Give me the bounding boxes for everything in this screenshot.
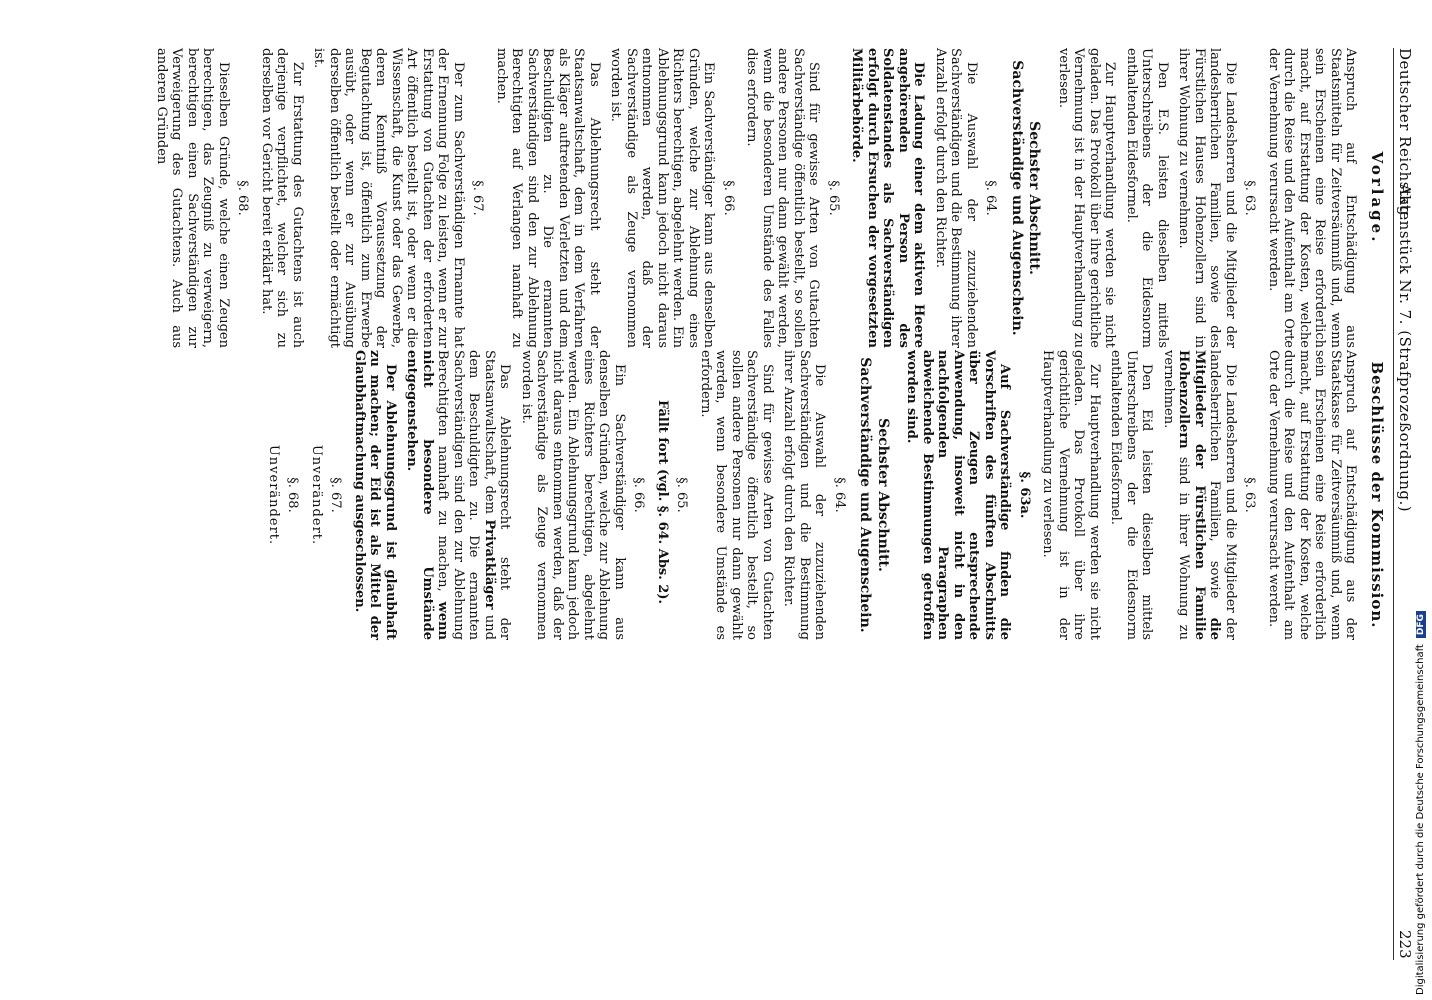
section-number: §. 66. (721, 180, 736, 216)
digitization-note-text: Digitalisierung gefördert durch die Deutsche Forschungsgemeinschaft (1415, 644, 1426, 995)
column-beschluesse (258, 350, 1387, 640)
dfg-logo: DFG (1416, 611, 1426, 638)
paragraph: Den Eid leisten dieselben mittels Unterschreibens der die Eidesnorm enthaltenden Eidesformel. (1108, 350, 1155, 640)
section-number: §. 63. (1242, 477, 1258, 513)
section-number: §. 64. (832, 477, 847, 513)
section-number: §. 65. (826, 180, 841, 216)
paragraph: Sind für gewisse Arten von Gutachten Sachverständige öffentlich bestellt, so sollen andere Personen nur dann gewählt werden, wenn besondere Umstände es erfordern. (698, 350, 775, 640)
section-number: §. 63a. (1017, 471, 1032, 519)
section-number: §. 66. (631, 477, 647, 513)
paragraph: Die Auswahl der zuzuziehenden Sachverständigen und die Bestimmung ihrer Anzahl erfolgt durch den Richter. (933, 48, 979, 348)
page-number: 223 (1396, 930, 1414, 959)
paragraph: Sind für gewisse Arten von Gutachten Sachverständige öffentlich bestellt, so sollen andere Personen nur dann gewählt werden, wenn die besonderen Umstände des Falles dies erfordern. (744, 48, 822, 348)
emphasis-span: Privatkläger (482, 519, 497, 610)
section-title: Sechster Abschnitt. (1026, 121, 1043, 275)
section-number: §. 68. (235, 180, 251, 216)
section-title: Sechster Abschnitt. (875, 418, 891, 572)
paragraph: Auf Sachverständige finden die Vorschriften des fünften Abschnitts über Zeugen entsprechende Anwendung, insoweit nicht in den nachfolgenden Paragraphen abweichende Bestimmungen getroffen worden sind. (904, 350, 1013, 640)
section-number: §. 68. (285, 477, 301, 513)
column-heading-vorlage: Vorlage. (1368, 151, 1386, 245)
paragraph: Zur Hauptverhandlung werden sie nicht geladen. Das Protokoll über ihre gerichtliche Vernehmung ist in der Hauptverhandlung zu verlesen. (1040, 350, 1102, 640)
section-number: §. 64. (983, 180, 999, 216)
section-number: §. 67. (470, 180, 486, 216)
header-center: Aktenstück Nr. 7. (Strafprozeßordnung.) (1396, 183, 1414, 513)
unchanged-note: Unverändert. (266, 444, 281, 546)
paragraph (1161, 350, 1239, 640)
paragraph: Zur Erstattung des Gutachtens ist auch derjenige verpflichtet, welcher sich zu derselben vor Gericht bereit erklärt hat. (259, 48, 305, 348)
paragraph (404, 350, 513, 640)
unchanged-note: Unverändert. (309, 444, 324, 546)
paragraph: Die Ladung einer dem aktiven Heere angehörenden Person des Soldatenstandes als Sachverständigen erfolgt durch Ersuchen der vorgesetzten Militärbehörde. (849, 48, 927, 348)
paragraph: Die Auswahl der zuzuziehenden Sachverständigen und die Bestimmung ihrer Anzahl erfolgt durch den Richter. (781, 350, 828, 640)
column-vorlage (148, 48, 1387, 348)
emphasis-span: wenn nicht besondere Umstände entgegenstehen. (404, 350, 451, 640)
paragraph: Ein Sachverständiger kann aus denselben Gründen, welche zur Ablehnung eines Richters berechtigen, abgelehnt werden. Ein Ablehnungsgrund kann jedoch nicht daraus entnommen werden, daß der Sachverständige als Zeuge vernommen worden ist. (608, 48, 717, 348)
section-subtitle: Sachverständige und Augenschein. (1009, 60, 1025, 336)
paragraph: Den E.S. leisten dieselben mittels Unterschreibens der die Eidesnorm enthaltenden Eidesformel. (1124, 48, 1170, 348)
text-span: sind in ihrer Wohnung zu vernehmen. (1161, 350, 1192, 640)
paragraph: Anspruch auf Entschädigung aus Staatsmitteln für Zeitversäumniß und, wenn sein Erscheinen eine Reise erforderlich macht, auf Erstattung der Kosten, welche durch die Reise und den Aufenthalt am Orte der Vernehmung verursacht werden. (1266, 48, 1359, 348)
paragraph: Dieselben Gründe, welche einen Zeugen berechtigen, das Zeugniß zu verweigern, berechtigen einen Sachverständigen zur Verweigerung des Gutachtens. Auch aus anderen Gründen (154, 48, 231, 348)
header-rule (1393, 48, 1394, 960)
text-span: und dem Beschuldigten zu. Die ernannten Sachverständigen sind den zur Ablehnung Berechtigten namhaft zu machen, (435, 350, 497, 641)
digitization-note (1415, 611, 1426, 995)
section-subtitle: Sachverständige und Augenschein. (857, 357, 874, 633)
header-left: Deutscher Reichstag. (1396, 48, 1414, 222)
running-header (1396, 48, 1414, 648)
paragraph: Das Ablehnungsrecht steht der Staatsanwaltschaft, dem in dem Verfahren als Kläger auftretenden Verletzten und dem Beschuldigten zu. Die ernannten Sachverständigen sind den zur Ablehnung Berechtigten auf Verlangen namhaft zu machen. (494, 48, 602, 348)
paragraph: Anspruch auf Entschädigung aus der Staatskasse für Zeitversäumniß und, wenn sein Erscheinen eine Reise erforderlich macht, auf Erstattung der Kosten, welche durch die Reise und den Aufenthalt am Orte der Vernehmung verursacht werden. (1266, 350, 1359, 640)
column-heading-beschluesse: Beschlüsse der Kommission. (1368, 361, 1386, 629)
paragraph: Ein Sachverständiger kann aus denselben Gründen, welche zur Ablehnung eines Richters berechtigen, abgelehnt werden. Ein Ablehnungsgrund kann jedoch nicht daraus entnommen werden, daß der Sachverständige als Zeuge vernommen worden ist. (519, 350, 627, 640)
section-number: §. 67. (328, 477, 344, 513)
text-span: Die Landesherren und die Mitglieder der landesherrlichen Familien, sowie (1207, 350, 1238, 640)
section-number: §. 65. (674, 477, 690, 513)
paragraph: Der zum Sachverständigen Ernannte hat der Ernennung Folge zu leisten, wenn er zur Erstattung von Gutachten der erforderten Art öffentlich bestellt ist, oder wenn er die Wissenschaft, die Kunst oder das Gewerbe, deren Kenntniß Voraussetzung der Begutachtung ist, öffentlich zum Erwerbe ausübt, oder wenn er zur Ausübung derselben öffentlich bestellt oder ermächtigt ist. (311, 48, 466, 348)
paragraph: Zur Hauptverhandlung werden sie nicht geladen. Das Protokoll über ihre gerichtliche Vernehmung ist in der Hauptverhandlung zu verlesen. (1056, 48, 1118, 348)
paragraph: Die Landesherren und die Mitglieder der landesherrlichen Familien, sowie des Fürstlichen Hauses Hohenzollern sind in ihrer Wohnung zu vernehmen. (1176, 48, 1238, 348)
paragraph: Fällt fort (vgl. §. 64. Abs. 2). (655, 399, 670, 605)
paragraph: Der Ablehnungsgrund ist glaubhaft zu machen; der Eid ist als Mittel der Glaubhaftmachung ausgeschlossen. (352, 350, 398, 640)
emphasis-span: die Mitglieder der Fürstlichen Familie Hohenzollern (1176, 350, 1223, 640)
text-span: Das Ablehnungsrecht steht der Staatsanwaltschaft, dem (482, 350, 513, 640)
section-number: §. 63. (1242, 180, 1258, 216)
